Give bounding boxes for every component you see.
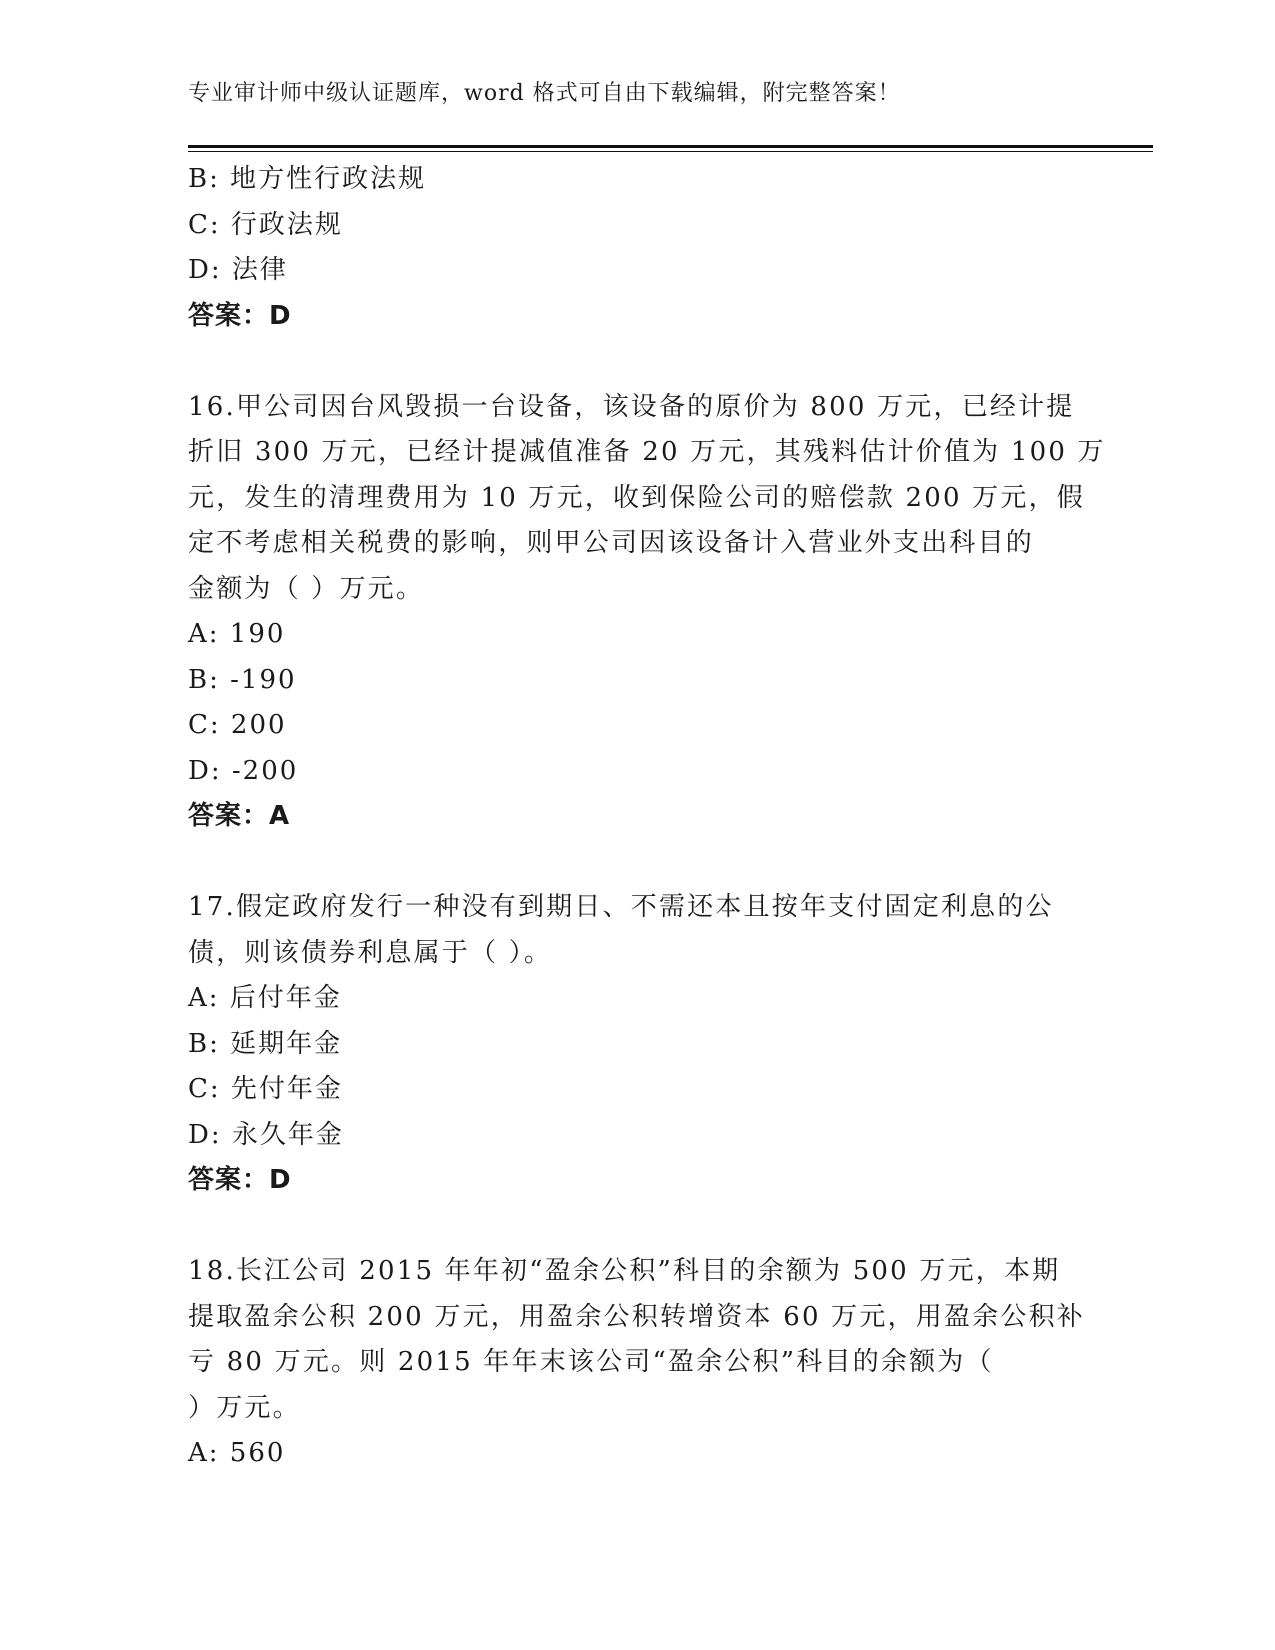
option-d: D: -200 (188, 755, 299, 786)
option-d: D: 法律 (188, 255, 288, 285)
stem-line: 亏 80 万元。则 2015 年年末该公司“盈余公积”科目的余额为（ (188, 1347, 994, 1377)
option-a: A: 560 (188, 1438, 286, 1468)
question-16 (188, 385, 1106, 840)
option-b: B: 地方性行政法规 (188, 164, 427, 194)
stem-line: 折旧 300 万元，已经计提减值准备 20 万元，其残料估计价值为 100 万 (188, 437, 1106, 467)
option-c: C: 200 (188, 710, 287, 740)
spacer (188, 1204, 1088, 1250)
option-c: C: 先付年金 (188, 1074, 343, 1104)
option-b: B: 延期年金 (188, 1028, 343, 1059)
question-stem (188, 1249, 1088, 1431)
stem-line: 金额为（ ）万元。 (188, 573, 425, 604)
continued-question (188, 157, 1088, 339)
answer: 答案：A (188, 801, 291, 831)
option-c: C: 行政法规 (188, 209, 343, 240)
option-a: A: 后付年金 (188, 983, 342, 1013)
answer: 答案：D (188, 1165, 292, 1195)
page-header: 专业审计师中级认证题库，word 格式可自由下载编辑，附完整答案！ (188, 81, 901, 106)
stem-line: 债，则该债券利息属于（ ）。 (188, 937, 553, 968)
stem-line: 元，发生的清理费用为 10 万元，收到保险公司的赔偿款 200 万元，假 (188, 482, 1085, 513)
spacer (188, 840, 1088, 886)
stem-line: 提取盈余公积 200 万元，用盈余公积转增资本 60 万元，用盈余公积补 (188, 1301, 1085, 1332)
stem-line: 17.假定政府发行一种没有到期日、不需还本且按年支付固定利息的公 (188, 892, 1054, 922)
answer: 答案：D (188, 300, 292, 331)
header-divider (188, 145, 1153, 152)
option-b: B: -190 (188, 664, 297, 695)
stem-line: 16.甲公司因台风毁损一台设备，该设备的原价为 800 万元，已经计提 (188, 391, 1075, 422)
stem-line: ）万元。 (188, 1392, 301, 1423)
question-stem (188, 385, 1106, 613)
option-d: D: 永久年金 (188, 1119, 344, 1150)
question-17 (188, 885, 1088, 1204)
spacer (188, 339, 1088, 385)
stem-line: 18.长江公司 2015 年年初“盈余公积”科目的余额为 500 万元，本期 (188, 1256, 1061, 1286)
option-a: A: 190 (188, 619, 286, 649)
question-content (188, 157, 1106, 1477)
question-18 (188, 1249, 1088, 1477)
question-stem (188, 885, 1088, 976)
stem-line: 定不考虑相关税费的影响，则甲公司因该设备计入营业外支出科目的 (188, 528, 1035, 558)
